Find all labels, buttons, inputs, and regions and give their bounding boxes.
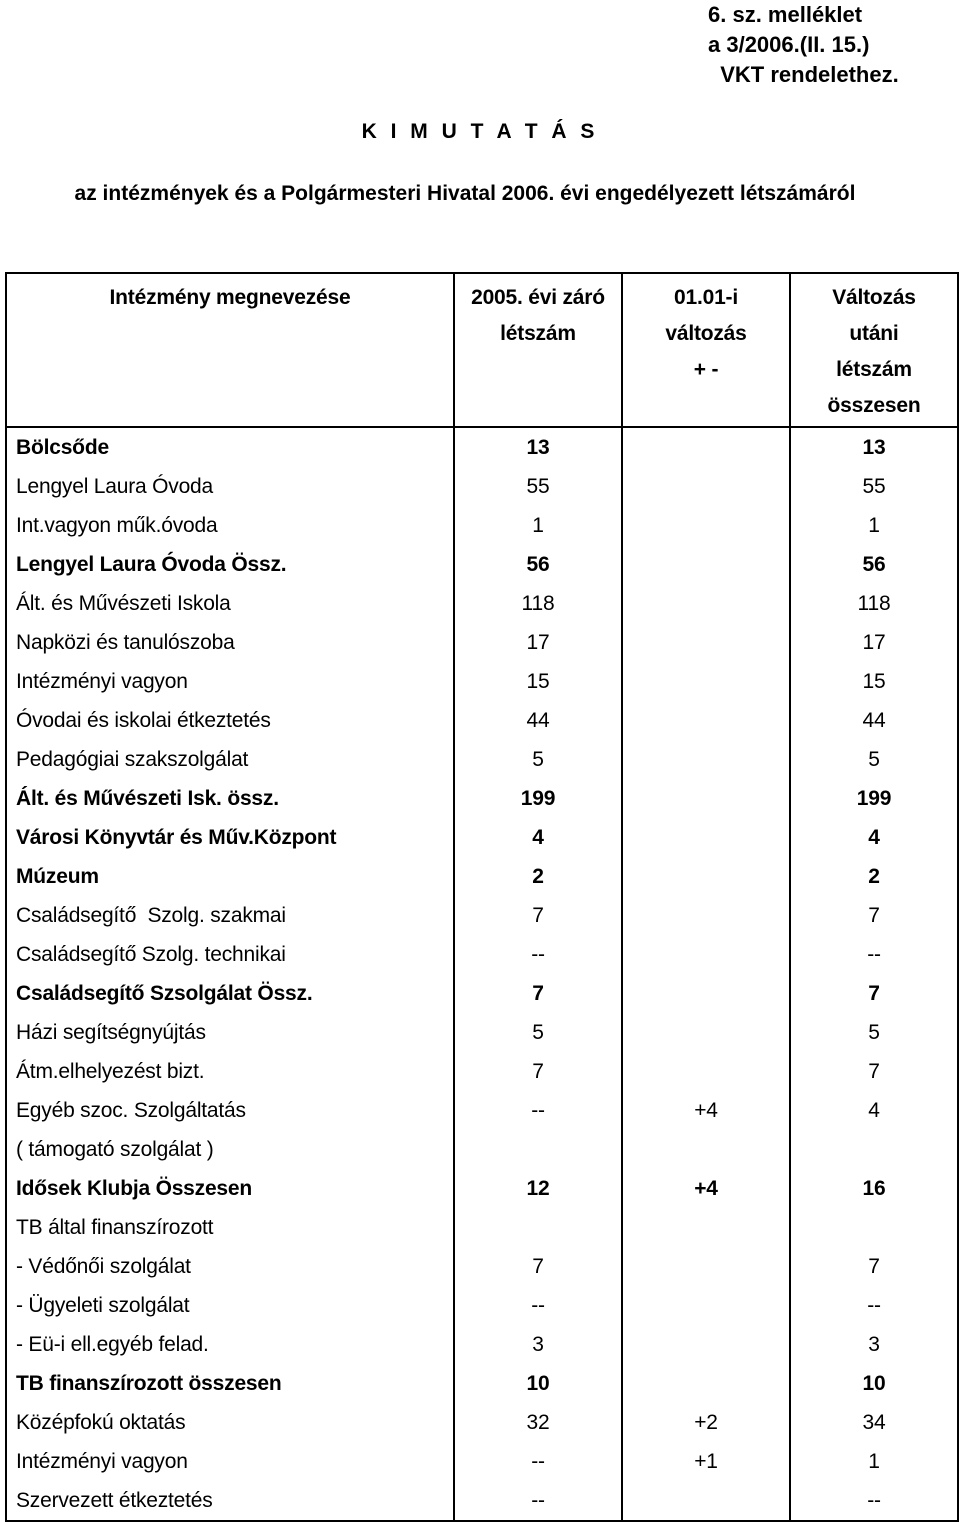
change-cell <box>622 935 790 974</box>
institution-name-cell: Óvodai és iskolai étkeztetés <box>6 701 454 740</box>
change-cell <box>622 896 790 935</box>
total-headcount-cell: 34 <box>790 1403 958 1442</box>
header-2005-headcount: 2005. évi záró létszám <box>454 273 622 427</box>
table-row <box>6 1208 958 1247</box>
change-cell <box>622 974 790 1013</box>
institution-name-cell: TB finanszírozott összesen <box>6 1364 454 1403</box>
change-cell <box>622 779 790 818</box>
institution-name-cell: Családsegítő Szolg. technikai <box>6 935 454 974</box>
total-headcount-cell: 1 <box>790 1442 958 1481</box>
annex-reference <box>708 0 948 90</box>
table-row <box>6 427 958 467</box>
annex-line-3: VKT rendelethez. <box>708 62 899 87</box>
headcount-2005-cell: -- <box>454 935 622 974</box>
change-cell <box>622 1247 790 1286</box>
change-cell <box>622 1364 790 1403</box>
headcount-2005-cell: 7 <box>454 1247 622 1286</box>
headcount-2005-cell: 55 <box>454 467 622 506</box>
table-row <box>6 974 958 1013</box>
document-title: K I M U T A T Á S <box>361 120 599 143</box>
table-row <box>6 1169 958 1208</box>
institution-name-cell: Ált. és Művészeti Isk. össz. <box>6 779 454 818</box>
change-cell <box>622 427 790 467</box>
total-headcount-cell: 3 <box>790 1325 958 1364</box>
document-subtitle: az intézmények és a Polgármesteri Hivatal 2006. évi engedélyezett létszámáról <box>74 182 856 205</box>
total-headcount-cell: 5 <box>790 1013 958 1052</box>
change-cell <box>622 1052 790 1091</box>
institution-name-cell: TB által finanszírozott <box>6 1208 454 1247</box>
total-headcount-cell: -- <box>790 1481 958 1521</box>
institution-name-cell: Családsegítő Szsolgálat Össz. <box>6 974 454 1013</box>
institution-name-cell: - Ügyeleti szolgálat <box>6 1286 454 1325</box>
headcount-2005-cell: 7 <box>454 974 622 1013</box>
headcount-2005-cell: 10 <box>454 1364 622 1403</box>
headcount-2005-cell: 4 <box>454 818 622 857</box>
institution-name-cell: Múzeum <box>6 857 454 896</box>
table-row <box>6 896 958 935</box>
header-change: 01.01-i változás + - <box>622 273 790 427</box>
table-row <box>6 662 958 701</box>
headcount-2005-cell: 13 <box>454 427 622 467</box>
table-row <box>6 623 958 662</box>
table-row <box>6 818 958 857</box>
table-row <box>6 467 958 506</box>
table-row <box>6 584 958 623</box>
total-headcount-cell: 55 <box>790 467 958 506</box>
headcount-2005-cell: 5 <box>454 1013 622 1052</box>
table-row <box>6 1013 958 1052</box>
institution-name-cell: Egyéb szoc. Szolgáltatás ( támogató szolgálat ) <box>6 1091 454 1169</box>
headcount-2005-cell: -- <box>454 1442 622 1481</box>
change-cell <box>622 857 790 896</box>
total-headcount-cell: 7 <box>790 1247 958 1286</box>
headcount-2005-cell: 32 <box>454 1403 622 1442</box>
table-row <box>6 935 958 974</box>
headcount-table <box>5 272 959 1522</box>
total-headcount-cell: -- <box>790 1286 958 1325</box>
total-headcount-cell: 7 <box>790 896 958 935</box>
headcount-2005-cell: 15 <box>454 662 622 701</box>
total-headcount-cell: 44 <box>790 701 958 740</box>
institution-name-cell: Intézményi vagyon <box>6 662 454 701</box>
table-row <box>6 1364 958 1403</box>
institution-name-cell: - Eü-i ell.egyéb felad. <box>6 1325 454 1364</box>
headcount-2005-cell: -- <box>454 1481 622 1521</box>
change-cell: +1 <box>622 1442 790 1481</box>
headcount-2005-cell: -- <box>454 1091 622 1169</box>
headcount-2005-cell: 44 <box>454 701 622 740</box>
table-row <box>6 1286 958 1325</box>
change-cell: +4 <box>622 1091 790 1169</box>
annex-line-2: a 3/2006.(II. 15.) <box>708 32 870 57</box>
change-cell <box>622 467 790 506</box>
total-headcount-cell: 1 <box>790 506 958 545</box>
headcount-2005-cell: 7 <box>454 1052 622 1091</box>
change-cell <box>622 1208 790 1247</box>
change-cell <box>622 818 790 857</box>
institution-name-cell: Int.vagyon műk.óvoda <box>6 506 454 545</box>
table-row <box>6 506 958 545</box>
total-headcount-cell <box>790 1208 958 1247</box>
total-headcount-cell: -- <box>790 935 958 974</box>
institution-name-cell: Házi segítségnyújtás <box>6 1013 454 1052</box>
table-row <box>6 1403 958 1442</box>
total-headcount-cell: 118 <box>790 584 958 623</box>
table-row <box>6 779 958 818</box>
change-cell <box>622 1013 790 1052</box>
total-headcount-cell: 10 <box>790 1364 958 1403</box>
institution-name-cell: Pedagógiai szakszolgálat <box>6 740 454 779</box>
institution-name-cell: Bölcsőde <box>6 427 454 467</box>
total-headcount-cell: 7 <box>790 974 958 1013</box>
institution-name-cell: Napközi és tanulószoba <box>6 623 454 662</box>
total-headcount-cell: 15 <box>790 662 958 701</box>
institution-name-cell: - Védőnői szolgálat <box>6 1247 454 1286</box>
total-headcount-cell: 2 <box>790 857 958 896</box>
institution-name-cell: Középfokú oktatás <box>6 1403 454 1442</box>
header-total-after-change: Változás utáni létszám összesen <box>790 273 958 427</box>
headcount-2005-cell: 12 <box>454 1169 622 1208</box>
institution-name-cell: Városi Könyvtár és Műv.Központ <box>6 818 454 857</box>
institution-name-cell: Lengyel Laura Óvoda Össz. <box>6 545 454 584</box>
headcount-2005-cell: 5 <box>454 740 622 779</box>
table-row <box>6 857 958 896</box>
table-row <box>6 1442 958 1481</box>
table-header-row <box>6 273 958 427</box>
headcount-2005-cell <box>454 1208 622 1247</box>
headcount-2005-cell: 199 <box>454 779 622 818</box>
total-headcount-cell: 5 <box>790 740 958 779</box>
header-institution-name: Intézmény megnevezése <box>6 273 454 427</box>
total-headcount-cell: 7 <box>790 1052 958 1091</box>
institution-name-cell: Intézményi vagyon <box>6 1442 454 1481</box>
change-cell <box>622 662 790 701</box>
table-row <box>6 1325 958 1364</box>
table-row <box>6 1247 958 1286</box>
change-cell <box>622 1325 790 1364</box>
change-cell <box>622 623 790 662</box>
institution-name-cell: Szervezett étkeztetés <box>6 1481 454 1521</box>
headcount-2005-cell: 7 <box>454 896 622 935</box>
headcount-2005-cell: 2 <box>454 857 622 896</box>
change-cell <box>622 506 790 545</box>
change-cell <box>622 740 790 779</box>
change-cell <box>622 701 790 740</box>
total-headcount-cell: 4 <box>790 818 958 857</box>
headcount-2005-cell: 56 <box>454 545 622 584</box>
change-cell <box>622 1481 790 1521</box>
institution-name-cell: Családsegítő Szolg. szakmai <box>6 896 454 935</box>
table-row <box>6 1091 958 1169</box>
change-cell: +4 <box>622 1169 790 1208</box>
total-headcount-cell: 4 <box>790 1091 958 1169</box>
change-cell <box>622 584 790 623</box>
table-row <box>6 740 958 779</box>
annex-line-1: 6. sz. melléklet <box>708 2 863 27</box>
table-row <box>6 1052 958 1091</box>
headcount-2005-cell: 17 <box>454 623 622 662</box>
headcount-2005-cell: 118 <box>454 584 622 623</box>
institution-name-cell: Átm.elhelyezést bizt. <box>6 1052 454 1091</box>
institution-name-cell: Idősek Klubja Összesen <box>6 1169 454 1208</box>
change-cell <box>622 545 790 584</box>
headcount-2005-cell: 3 <box>454 1325 622 1364</box>
total-headcount-cell: 199 <box>790 779 958 818</box>
table-row <box>6 1481 958 1521</box>
change-cell: +2 <box>622 1403 790 1442</box>
table-row <box>6 701 958 740</box>
headcount-2005-cell: -- <box>454 1286 622 1325</box>
institution-name-cell: Ált. és Művészeti Iskola <box>6 584 454 623</box>
headcount-2005-cell: 1 <box>454 506 622 545</box>
table-row <box>6 545 958 584</box>
change-cell <box>622 1286 790 1325</box>
total-headcount-cell: 56 <box>790 545 958 584</box>
table-body <box>6 427 958 1521</box>
total-headcount-cell: 17 <box>790 623 958 662</box>
total-headcount-cell: 16 <box>790 1169 958 1208</box>
institution-name-cell: Lengyel Laura Óvoda <box>6 467 454 506</box>
total-headcount-cell: 13 <box>790 427 958 467</box>
